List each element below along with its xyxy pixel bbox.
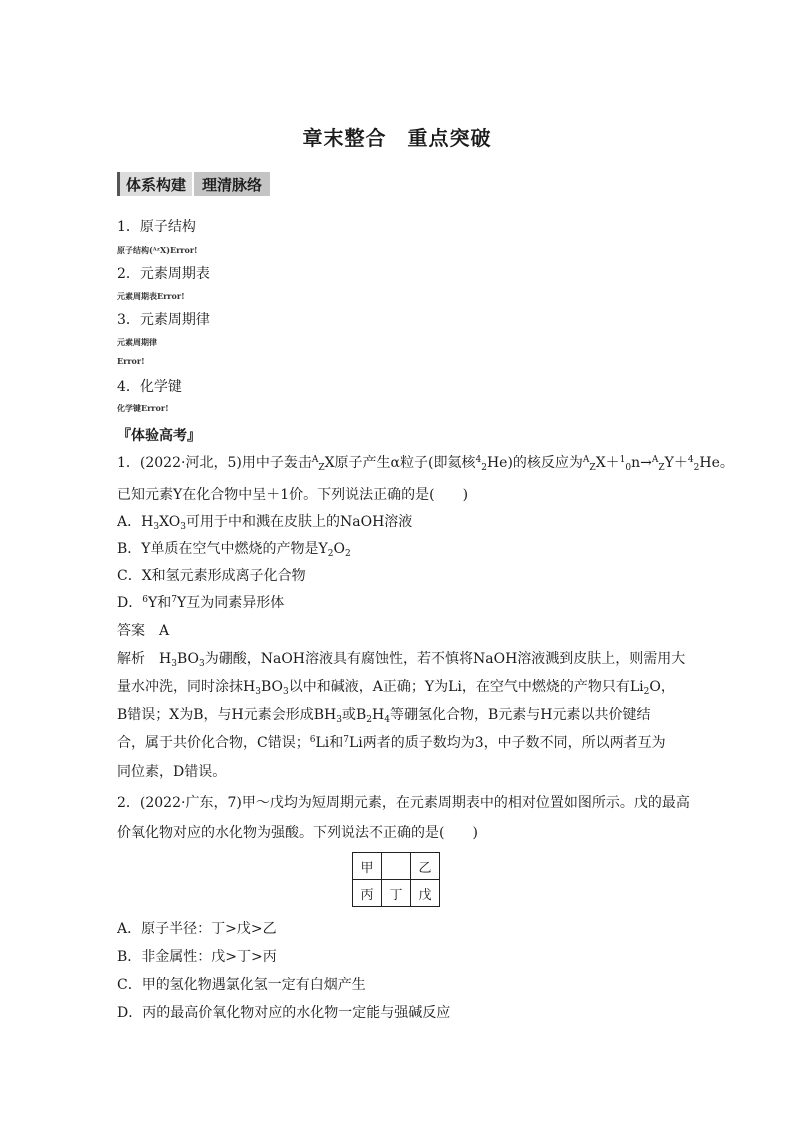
table-cell: 戊 [411,880,440,907]
question-2-stem-2: 价氧化物对应的水化物为强酸。下列说法不正确的是( ) [117,825,478,841]
section-detail: 元素周期律 [117,337,157,347]
explanation-line: 合，属于共价化合物，C错误；$^6$Li和$^7$Li两者的质子数均为3，中子数不同，所以两者互为 [117,735,666,751]
exam-heading: 『体验高考』 [117,428,201,444]
section-detail: 化学键Error! [117,403,169,413]
option-d: D．$^6$Y和$^7$Y互为同素异形体 [117,595,285,611]
option-d: D．丙的最高价氧化物对应的水化物一定能与强碱反应 [117,1005,451,1021]
section-heading: 2．元素周期表 [117,266,210,282]
section-heading: 1．原子结构 [117,219,196,235]
table-cell: 丁 [382,880,411,907]
option-b: B．Y单质在空气中燃烧的产物是$Y_2O_2$ [117,541,351,559]
table-cell: 丙 [353,880,382,907]
option-c: C．甲的氢化物遇氯化氢一定有白烟产生 [117,977,366,993]
question-2-stem: 2．(2022·广东，7)甲～戊均为短周期元素，在元素周期表中的相对位置如图所示。戊的最高 [117,795,690,811]
section-heading: 3．元素周期律 [117,312,210,328]
periodic-table-fragment [352,852,440,907]
section-banner [117,172,270,196]
section-detail: 元素周期表Error! [117,291,185,301]
banner-right: 理清脉络 [194,172,270,196]
explanation-line: 同位素，D错误。 [117,764,227,780]
option-b: B．非金属性：戊>丁>丙 [117,949,277,965]
option-a: A．$H_3XO_3$可用于中和溅在皮肤上的NaOH溶液 [117,514,413,532]
explanation-line: 量水冲洗，同时涂抹$H_3BO_3$以中和碱液，A正确；Y为Li，在空气中燃烧的产物只有$Li_2O$， [117,679,675,697]
option-a: A．原子半径：丁>戊>乙 [117,921,277,937]
section-detail: Error! [117,356,145,366]
option-c: C．X和氢元素形成离子化合物 [117,568,306,584]
question-1-stem: 1．(2022·河北，5)用中子轰击$^A_Z$X原子产生α粒子(即氦核$^4_2$He)的核反应为$^A_Z$X＋$^1_0$n→$^A_Z$Y＋$^4_2$He。 [117,455,734,473]
banner-left: 体系构建 [117,172,192,196]
explanation-line: B错误；X为B，与H元素会形成$BH_3$或$B_2H_4$等硼氢化合物，B元素与H元素以共价键结 [117,707,651,725]
page-title: 章末整合 重点突破 [302,126,492,150]
table-cell: 乙 [411,853,440,880]
question-1-stem-2: 已知元素Y在化合物中呈＋1价。下列说法正确的是( ) [117,487,469,503]
section-heading: 4．化学键 [117,379,182,395]
answer-line: 答案 A [117,623,170,639]
table-cell [382,853,411,880]
table-cell: 甲 [353,853,382,880]
section-detail: 原子结构(ᴬᶻX)Error! [117,245,198,255]
explanation-line: 解析 $H_3BO_3$为硼酸，NaOH溶液具有腐蚀性，若不慎将NaOH溶液溅到皮肤上，则需用大 [117,651,686,669]
